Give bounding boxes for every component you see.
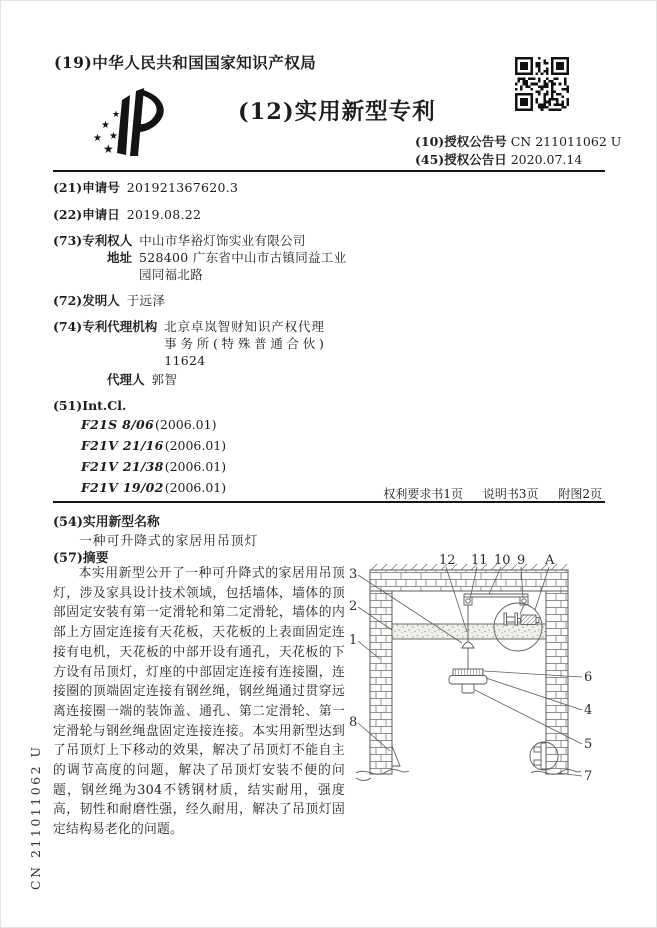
header-divider [53, 170, 605, 172]
application-number-label: (21)申请号 [53, 180, 120, 195]
figure-label-9: 9 [517, 553, 526, 568]
publication-info [415, 133, 621, 169]
agent-value: 郭智 [151, 372, 178, 387]
application-number-row [53, 179, 358, 196]
ipc-header-row [53, 397, 358, 414]
application-date-row [53, 206, 358, 223]
svg-text:★: ★ [101, 120, 110, 131]
ceiling-wall [370, 570, 568, 591]
figure-label-A: A [545, 553, 555, 568]
figure-label-7: 7 [584, 769, 593, 784]
inventor-row [53, 292, 358, 309]
agency-label: (74)专利代理机构 [53, 319, 158, 334]
figure-label-12: 12 [439, 553, 456, 568]
inventor-label: (72)发明人 [53, 293, 120, 308]
description-pages: 说明书3页 [482, 487, 539, 501]
svg-text:★: ★ [93, 133, 102, 144]
ipc-list [53, 416, 358, 496]
pages-summary [383, 485, 602, 502]
application-number-value: 201921367620.3 [126, 180, 239, 195]
patentee-row [53, 232, 358, 249]
cnipa-logo-icon [85, 87, 169, 181]
document-type-title: (12)实用新型专利 [238, 99, 436, 125]
drawings-pages: 附图2页 [558, 487, 602, 501]
ceiling-lamp [449, 669, 487, 693]
publication-number-label: (10)授权公告号 [415, 134, 507, 149]
patent-figure [331, 544, 641, 834]
claims-pages: 权利要求书1页 [383, 487, 464, 501]
agent-label: 代理人 [107, 372, 145, 387]
section-divider [53, 501, 605, 503]
publication-date-value: 2020.07.14 [510, 152, 583, 167]
svg-text:★: ★ [103, 142, 114, 156]
ceiling-slab [392, 624, 546, 639]
publication-date-label: (45)授权公告日 [415, 152, 507, 167]
figure-label-6: 6 [584, 670, 593, 685]
abstract-text: 本实用新型公开了一种可升降式的家居用吊顶灯，涉及家具设计技术领域，包括墙体，墙体的顶部固定安装有第一定滑轮和第二定滑轮，墙体的内部上方固定连接有天花板，天花板的上表面固定连接有电机，天花板的中部开设有通孔，天花板的下方设有吊顶灯，灯座的中部固定连接有连接圈，连接圈的顶端固定连接有钢丝绳，钢丝绳通过贯穿远离连接圈一端的装饰盖、通孔、第二定滑轮、第一定滑轮与钢丝绳盘固定连接连接。本实用新型达到了吊顶灯上下移动的效果，解决了吊顶灯不能自主的调节高度的问题，解决了吊顶灯安装不便的问题，钢丝绳为304不锈钢材质，结实耐用，强度高，韧性和耐磨性强，经久耐用，解决了吊顶灯固定结构易老化的问题。 [53, 566, 345, 838]
ceiling-hatch-ticks [371, 564, 567, 570]
svg-text:★: ★ [112, 110, 121, 120]
figure-label-4: 4 [584, 703, 593, 718]
issuing-office: (19)中华人民共和国国家知识产权局 [54, 53, 317, 72]
address-label: 地址 [107, 250, 133, 265]
bibliographic-section [53, 179, 358, 500]
inventor-value: 于远泽 [126, 293, 166, 308]
application-date-value: 2019.08.22 [126, 207, 202, 222]
figure-label-8: 8 [349, 715, 358, 730]
figure-label-3: 3 [349, 567, 358, 582]
motor-assembly [504, 613, 539, 625]
publication-date-row [415, 151, 621, 169]
abstract-section-label: (57)摘要 [53, 551, 109, 566]
wall-bracket [392, 744, 400, 768]
ipc-entry: F21V 19/02(2006.01) [81, 480, 227, 495]
decorative-cover [462, 642, 474, 648]
ipc-entry: F21S 8/06(2006.01) [81, 417, 217, 432]
figure-label-1: 1 [349, 633, 358, 648]
figure-label-11: 11 [471, 553, 488, 568]
left-wall [370, 591, 392, 774]
application-date-label: (22)申请日 [53, 207, 120, 222]
qr-code-icon [515, 57, 569, 111]
address-value: 528400 广东省中山市古镇同益工业园同福北路 [139, 250, 347, 282]
agency-value: 北京卓岚智财知识产权代理事务所(特殊普通合伙) 11624 [164, 319, 325, 368]
agent-row [53, 371, 358, 388]
figure-label-5: 5 [584, 737, 593, 752]
patentee-value: 中山市华裕灯饰实业有限公司 [139, 233, 306, 248]
right-wall [546, 591, 568, 774]
publication-number-value: CN 211011062 U [510, 134, 622, 149]
patentee-label: (73)专利权人 [53, 233, 133, 248]
ipc-entry: F21V 21/38(2006.01) [81, 459, 227, 474]
figure-label-2: 2 [349, 599, 358, 614]
invention-title: 一种可升降式的家居用吊顶灯 [79, 534, 259, 549]
address-row [53, 249, 358, 283]
ipc-label: (51)Int.Cl. [53, 398, 127, 413]
svg-text:★: ★ [109, 131, 118, 142]
side-document-number: CN 211011062 U [28, 744, 43, 890]
title-section-label: (54)实用新型名称 [53, 515, 160, 530]
publication-number-row [415, 133, 621, 151]
ipc-entry: F21V 21/16(2006.01) [81, 438, 227, 453]
figure-label-10: 10 [494, 553, 511, 568]
agency-row [53, 318, 358, 369]
